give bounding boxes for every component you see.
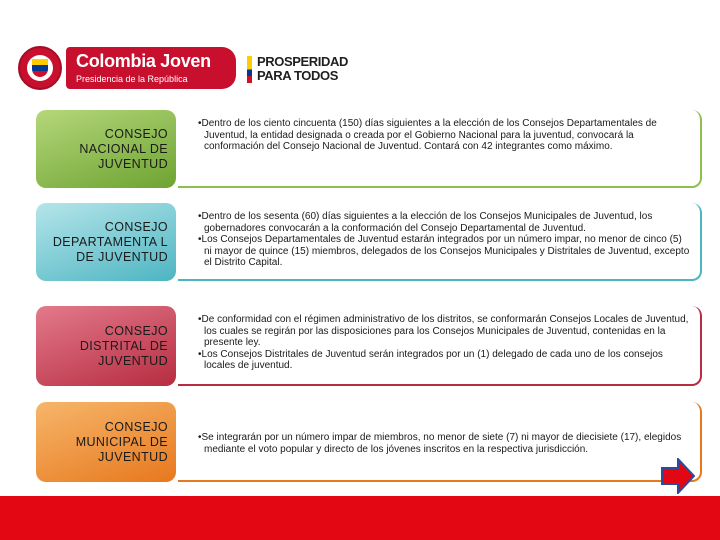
list-item: • De conformidad con el régimen administrativo de los distritos, se conformarán Consejos Locales de Juventud, los cuales se regirán por las disposiciones para los Consejos Municipales de Juventud, contenidas en la presente ley. (198, 314, 692, 349)
list-item: • Los Consejos Distritales de Juventud serán integrados por un (1) delegado de cada uno de los consejos locales de juventud. (198, 349, 692, 372)
row-consejo-nacional (36, 110, 702, 188)
slogan-line-2: PARA TODOS (257, 68, 338, 83)
description-list (198, 314, 692, 372)
prosperidad-logo (257, 55, 348, 83)
header (0, 0, 720, 100)
row-label: CONSEJO DISTRITAL DE JUVENTUD (79, 323, 168, 368)
row-consejo-distrital (36, 306, 702, 386)
row-consejo-municipal (36, 402, 702, 482)
description-list (198, 432, 692, 455)
row-label: CONSEJO NACIONAL DE JUVENTUD (79, 126, 168, 171)
label-box (36, 402, 176, 482)
slogan-line-1: PROSPERIDAD (257, 54, 348, 69)
coat-of-arms-icon (32, 59, 48, 77)
row-consejo-departamental (36, 203, 702, 281)
list-item: • Dentro de los ciento cincuenta (150) días siguientes a la elección de los Consejos Departamentales de Juventud, la entidad designada o creada por el Gobierno Nacional para la juventud, convocará la conformación del Consejo Nacional de Juventud. Contará con 42 integrantes como máximo. (198, 118, 692, 153)
label-box (36, 110, 176, 188)
label-box (36, 306, 176, 386)
list-item: • Los Consejos Departamentales de Juventud estarán integrados por un número impar, no menor de cinco (5) ni mayor de quince (15) miembros, delegados de los Consejos Municipales y Distritales de Juventud, excepto el Distrito Capital. (198, 234, 692, 269)
brand-subtitle: Presidencia de la República (76, 74, 188, 84)
presidency-seal-logo (18, 46, 62, 90)
description-box (178, 110, 702, 188)
label-box (36, 203, 176, 281)
description-box (178, 402, 702, 482)
colombia-joven-logo (66, 47, 236, 89)
list-item: • Se integrarán por un número impar de miembros, no menor de siete (7) ni mayor de diecisiete (17), elegidos mediante el voto popular y directo de los jóvenes inscritos en la respectiva jurisdicción. (198, 432, 692, 455)
colombia-flag-icon (247, 56, 252, 83)
footer-bar (0, 496, 720, 540)
row-label: CONSEJO MUNICIPAL DE JUVENTUD (75, 419, 168, 464)
description-box (178, 203, 702, 281)
description-list (198, 118, 692, 153)
description-list (198, 211, 692, 269)
description-box (178, 306, 702, 386)
list-item: • Dentro de los sesenta (60) días siguientes a la elección de los Consejos Municipales de Juventud, los gobernadores convocarán a la conformación del Consejo Departamental de Juventud. (198, 211, 692, 234)
row-label: CONSEJO DEPARTAMENTA L DE JUVENTUD (52, 219, 168, 264)
next-slide-arrow-icon[interactable] (661, 458, 695, 494)
brand-title: Colombia Joven (76, 51, 211, 71)
